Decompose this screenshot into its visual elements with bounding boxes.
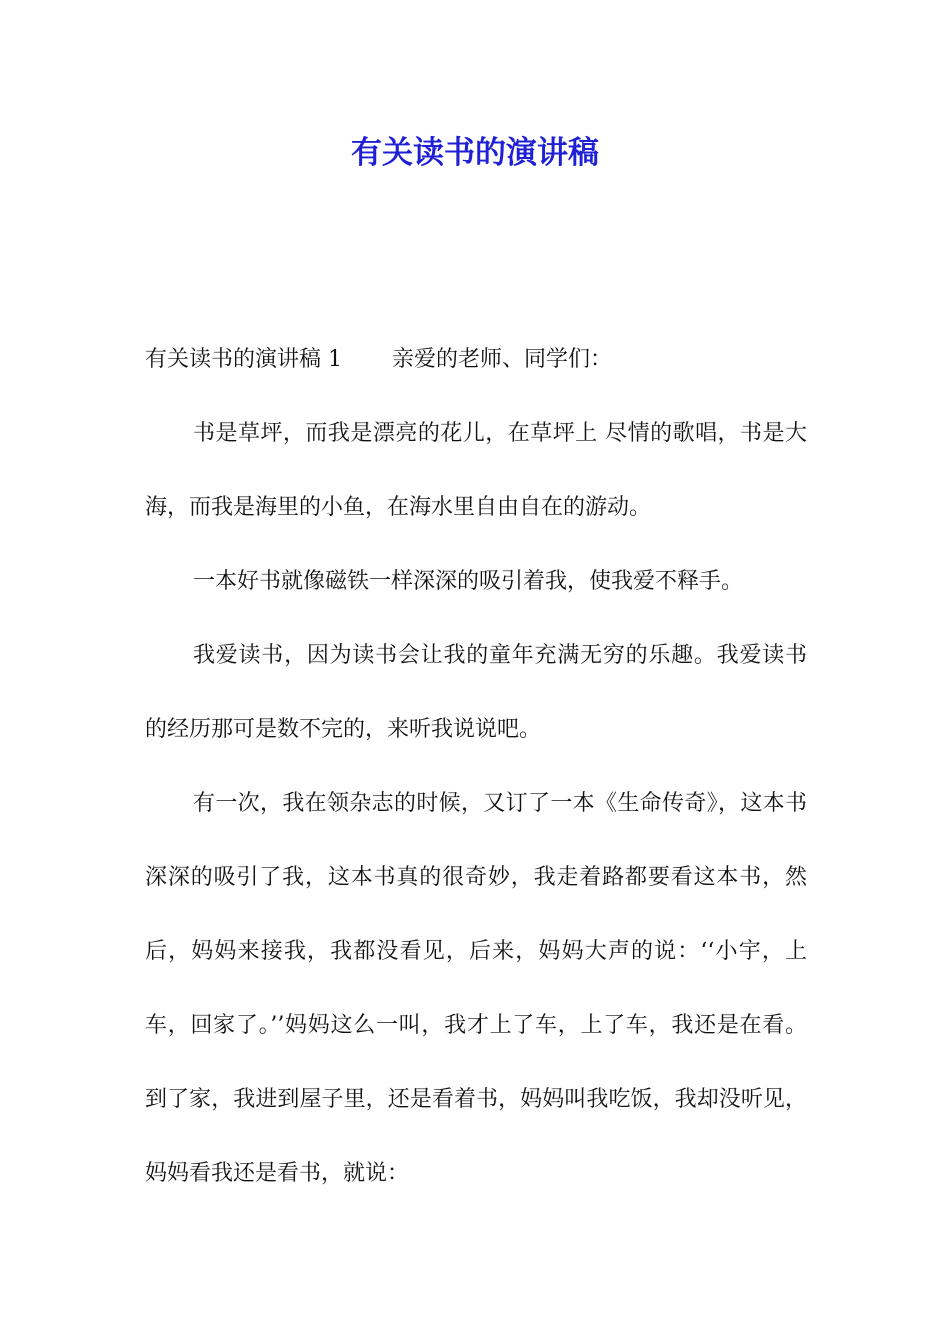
paragraph-1: 书是草坪，而我是漂亮的花儿，在草坪上 尽情的歌唱，书是大海，而我是海里的小鱼，在海水里自由自在的游动。	[145, 421, 807, 520]
paragraph-3: 我爱读书，因为读书会让我的童年充满无穷的乐趣。我爱读书的经历那可是数不完的，来听我说说吧。	[145, 643, 807, 742]
intro-line	[145, 323, 807, 397]
document-body	[145, 323, 807, 1211]
paragraph-4: 有一次，我在领杂志的时候，又订了一本《生命传奇》，这本书深深的吸引了我，这本书真的很奇妙，我走着路都要看这本书，然后，妈妈来接我，我都没看见，后来，妈妈大声的说：‘‘小宇，上车，回家了。’’妈妈这么一叫，我才上了车，上了车，我还是在看。到了家，我进到屋子里，还是看着书，妈妈叫我吃饭，我却没听见，妈妈看我还是看书，就说：	[145, 791, 807, 1186]
speech-heading: 有关读书的演讲稿 1	[145, 347, 342, 372]
salutation: 亲爱的老师、同学们：	[392, 347, 613, 372]
page-title: 有关读书的演讲稿	[351, 135, 599, 171]
paragraph-2: 一本好书就像磁铁一样深深的吸引着我，使我爱不释手。	[193, 569, 744, 594]
